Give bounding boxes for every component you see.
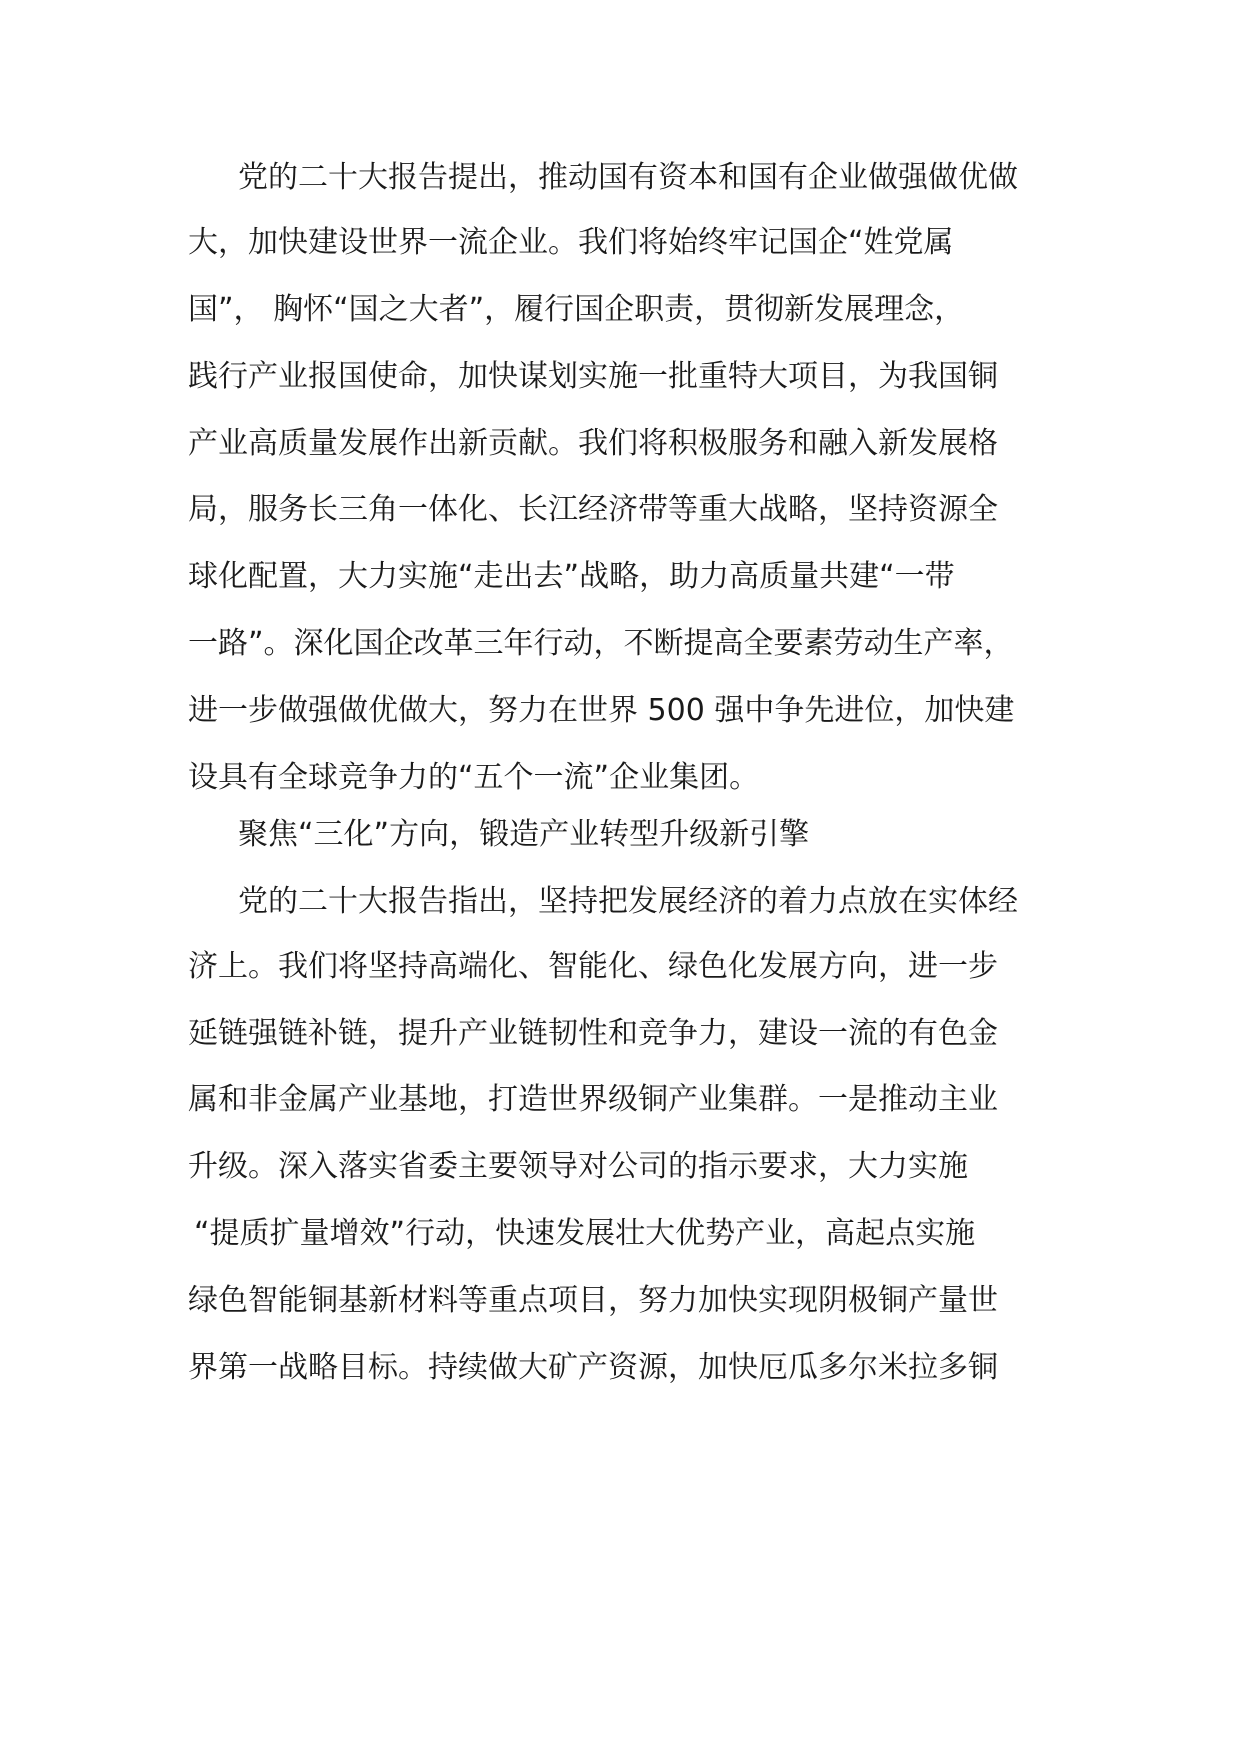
paragraph-1-line: 产业高质量发展作出新贡献。我们将积极服务和融入新发展格 [188, 426, 998, 461]
paragraph-1-line: 进一步做强做优做大，努力在世界 500 强中争先进位，加快建 [188, 693, 1015, 728]
paragraph-1-line: 践行产业报国使命，加快谋划实施一批重特大项目，为我国铜 [188, 359, 998, 394]
paragraph-2-line: 升级。深入落实省委主要领导对公司的指示要求，大力实施 [188, 1149, 968, 1184]
paragraph-1-line: 一路”。深化国企改革三年行动，不断提高全要素劳动生产率， [188, 626, 1014, 661]
paragraph-2-line: “提质扩量增效”行动，快速发展壮大优势产业，高起点实施 [194, 1216, 976, 1251]
paragraph-1-line: 大，加快建设世界一流企业。我们将始终牢记国企“姓党属 [188, 225, 954, 260]
paragraph-2-line: 党的二十大报告指出，坚持把发展经济的着力点放在实体经 [238, 884, 1018, 919]
paragraph-2-line: 延链强链补链，提升产业链韧性和竞争力，建设一流的有色金 [188, 1016, 998, 1051]
paragraph-1-line: 国”， 胸怀“国之大者”，履行国企职责，贯彻新发展理念， [188, 292, 965, 327]
paragraph-2-line: 界第一战略目标。持续做大矿产资源，加快厄瓜多尔米拉多铜 [188, 1350, 998, 1385]
paragraph-2-line: 济上。我们将坚持高端化、智能化、绿色化发展方向，进一步 [188, 949, 998, 984]
paragraph-1-line: 党的二十大报告提出，推动国有资本和国有企业做强做优做 [238, 160, 1018, 195]
paragraph-2-line: 属和非金属产业基地，打造世界级铜产业集群。一是推动主业 [188, 1082, 998, 1117]
paragraph-1-line: 局，服务长三角一体化、长江经济带等重大战略，坚持资源全 [188, 492, 998, 527]
section-heading: 聚焦“三化”方向，锻造产业转型升级新引擎 [238, 817, 810, 852]
paragraph-1-line: 球化配置，大力实施“走出去”战略，助力高质量共建“一带 [188, 559, 955, 594]
paragraph-2-line: 绿色智能铜基新材料等重点项目，努力加快实现阴极铜产量世 [188, 1283, 998, 1318]
paragraph-1-line: 设具有全球竞争力的“五个一流”企业集团。 [188, 760, 760, 795]
